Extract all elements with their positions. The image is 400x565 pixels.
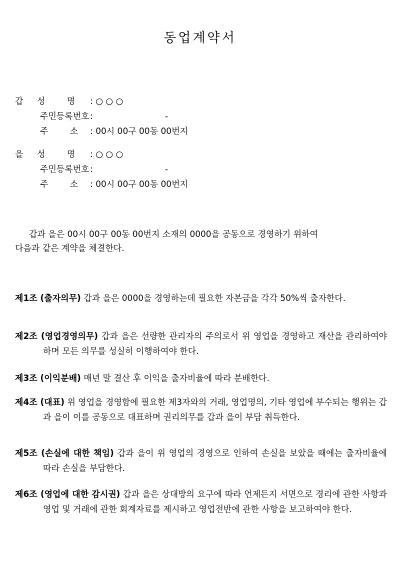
article-heading: 제3조 (이익분배) <box>15 374 81 384</box>
party-id-dash: - <box>165 165 169 175</box>
article-text: 갑과 을은 선량한 관리자의 주의로서 위 영업을 경영하고 재산을 관리하여야 하며 모든 의무를 성실히 이행하여야 한다. <box>43 332 387 357</box>
party-id-label: 주민등록번호 <box>40 112 90 122</box>
party-addr-value: : 00시 00구 00동 00번지 <box>90 180 188 190</box>
party-addr-label: 주 소 <box>40 127 79 137</box>
intro-line-1: 갑과 을은 00시 00구 00동 00번지 소재의 0000을 공동으로 경영하기 위하여 <box>29 230 318 240</box>
article-text: 위 영업을 경영함에 필요한 제3자와의 거래, 영업명의, 기타 영업에 부수되는 행위는 갑과 을이 이를 공동으로 대표하며 권리의무를 갑과 을이 부담 취득한다. <box>43 398 387 423</box>
party-id-dash: - <box>165 112 169 122</box>
article-6 <box>15 488 387 518</box>
article-4 <box>15 396 387 426</box>
party-name-label: 성 명 <box>37 150 76 160</box>
intro-paragraph <box>15 228 387 256</box>
party-id-value: : <box>90 165 93 175</box>
article-heading: 제4조 (대표) <box>15 398 65 408</box>
article-heading: 제5조 (손실에 대한 책임) <box>15 449 114 459</box>
article-heading: 제6조 (영업에 대한 감시권) <box>15 490 121 500</box>
party-role: 을 <box>15 150 24 160</box>
article-1 <box>15 292 387 307</box>
article-heading: 제1조 (출자의무) <box>15 294 81 304</box>
intro-line-2: 다음과 같은 계약을 체결한다. <box>15 244 125 254</box>
article-text: 갑과 을은 0000을 경영하는데 필요한 자본금을 각각 50%씩 출자한다. <box>83 294 346 304</box>
party-name-value: : ○ ○ ○ <box>90 97 124 107</box>
article-text: 갑과 을은 상대방의 요구에 따라 언제든지 서면으로 경리에 관한 사항과 영업 및 거래에 관한 회계자료를 제시하고 영업전반에 관한 사항을 보고하여야 한다. <box>43 490 387 515</box>
party-addr-label: 주 소 <box>40 180 79 190</box>
document-title: 동업계약서 <box>163 31 237 46</box>
article-heading: 제2조 (영업경영의무) <box>15 332 99 342</box>
party-id-label: 주민등록번호 <box>40 165 90 175</box>
article-5 <box>15 447 387 477</box>
party-name-value: : ○ ○ ○ <box>90 150 124 160</box>
article-3 <box>15 372 387 387</box>
party-name-label: 성 명 <box>37 97 76 107</box>
article-2 <box>15 330 387 360</box>
party-role: 갑 <box>15 97 24 107</box>
party-addr-value: : 00시 00구 00동 00번지 <box>90 127 188 137</box>
article-text: 매년 말 결산 후 이익을 출자비율에 따라 분배한다. <box>83 374 270 384</box>
party-id-value: : <box>90 112 93 122</box>
article-text: 갑과 을이 위 영업의 경영으로 인하여 손실을 보았을 때에는 출자비율에 따라 손실을 부담한다. <box>43 449 387 474</box>
